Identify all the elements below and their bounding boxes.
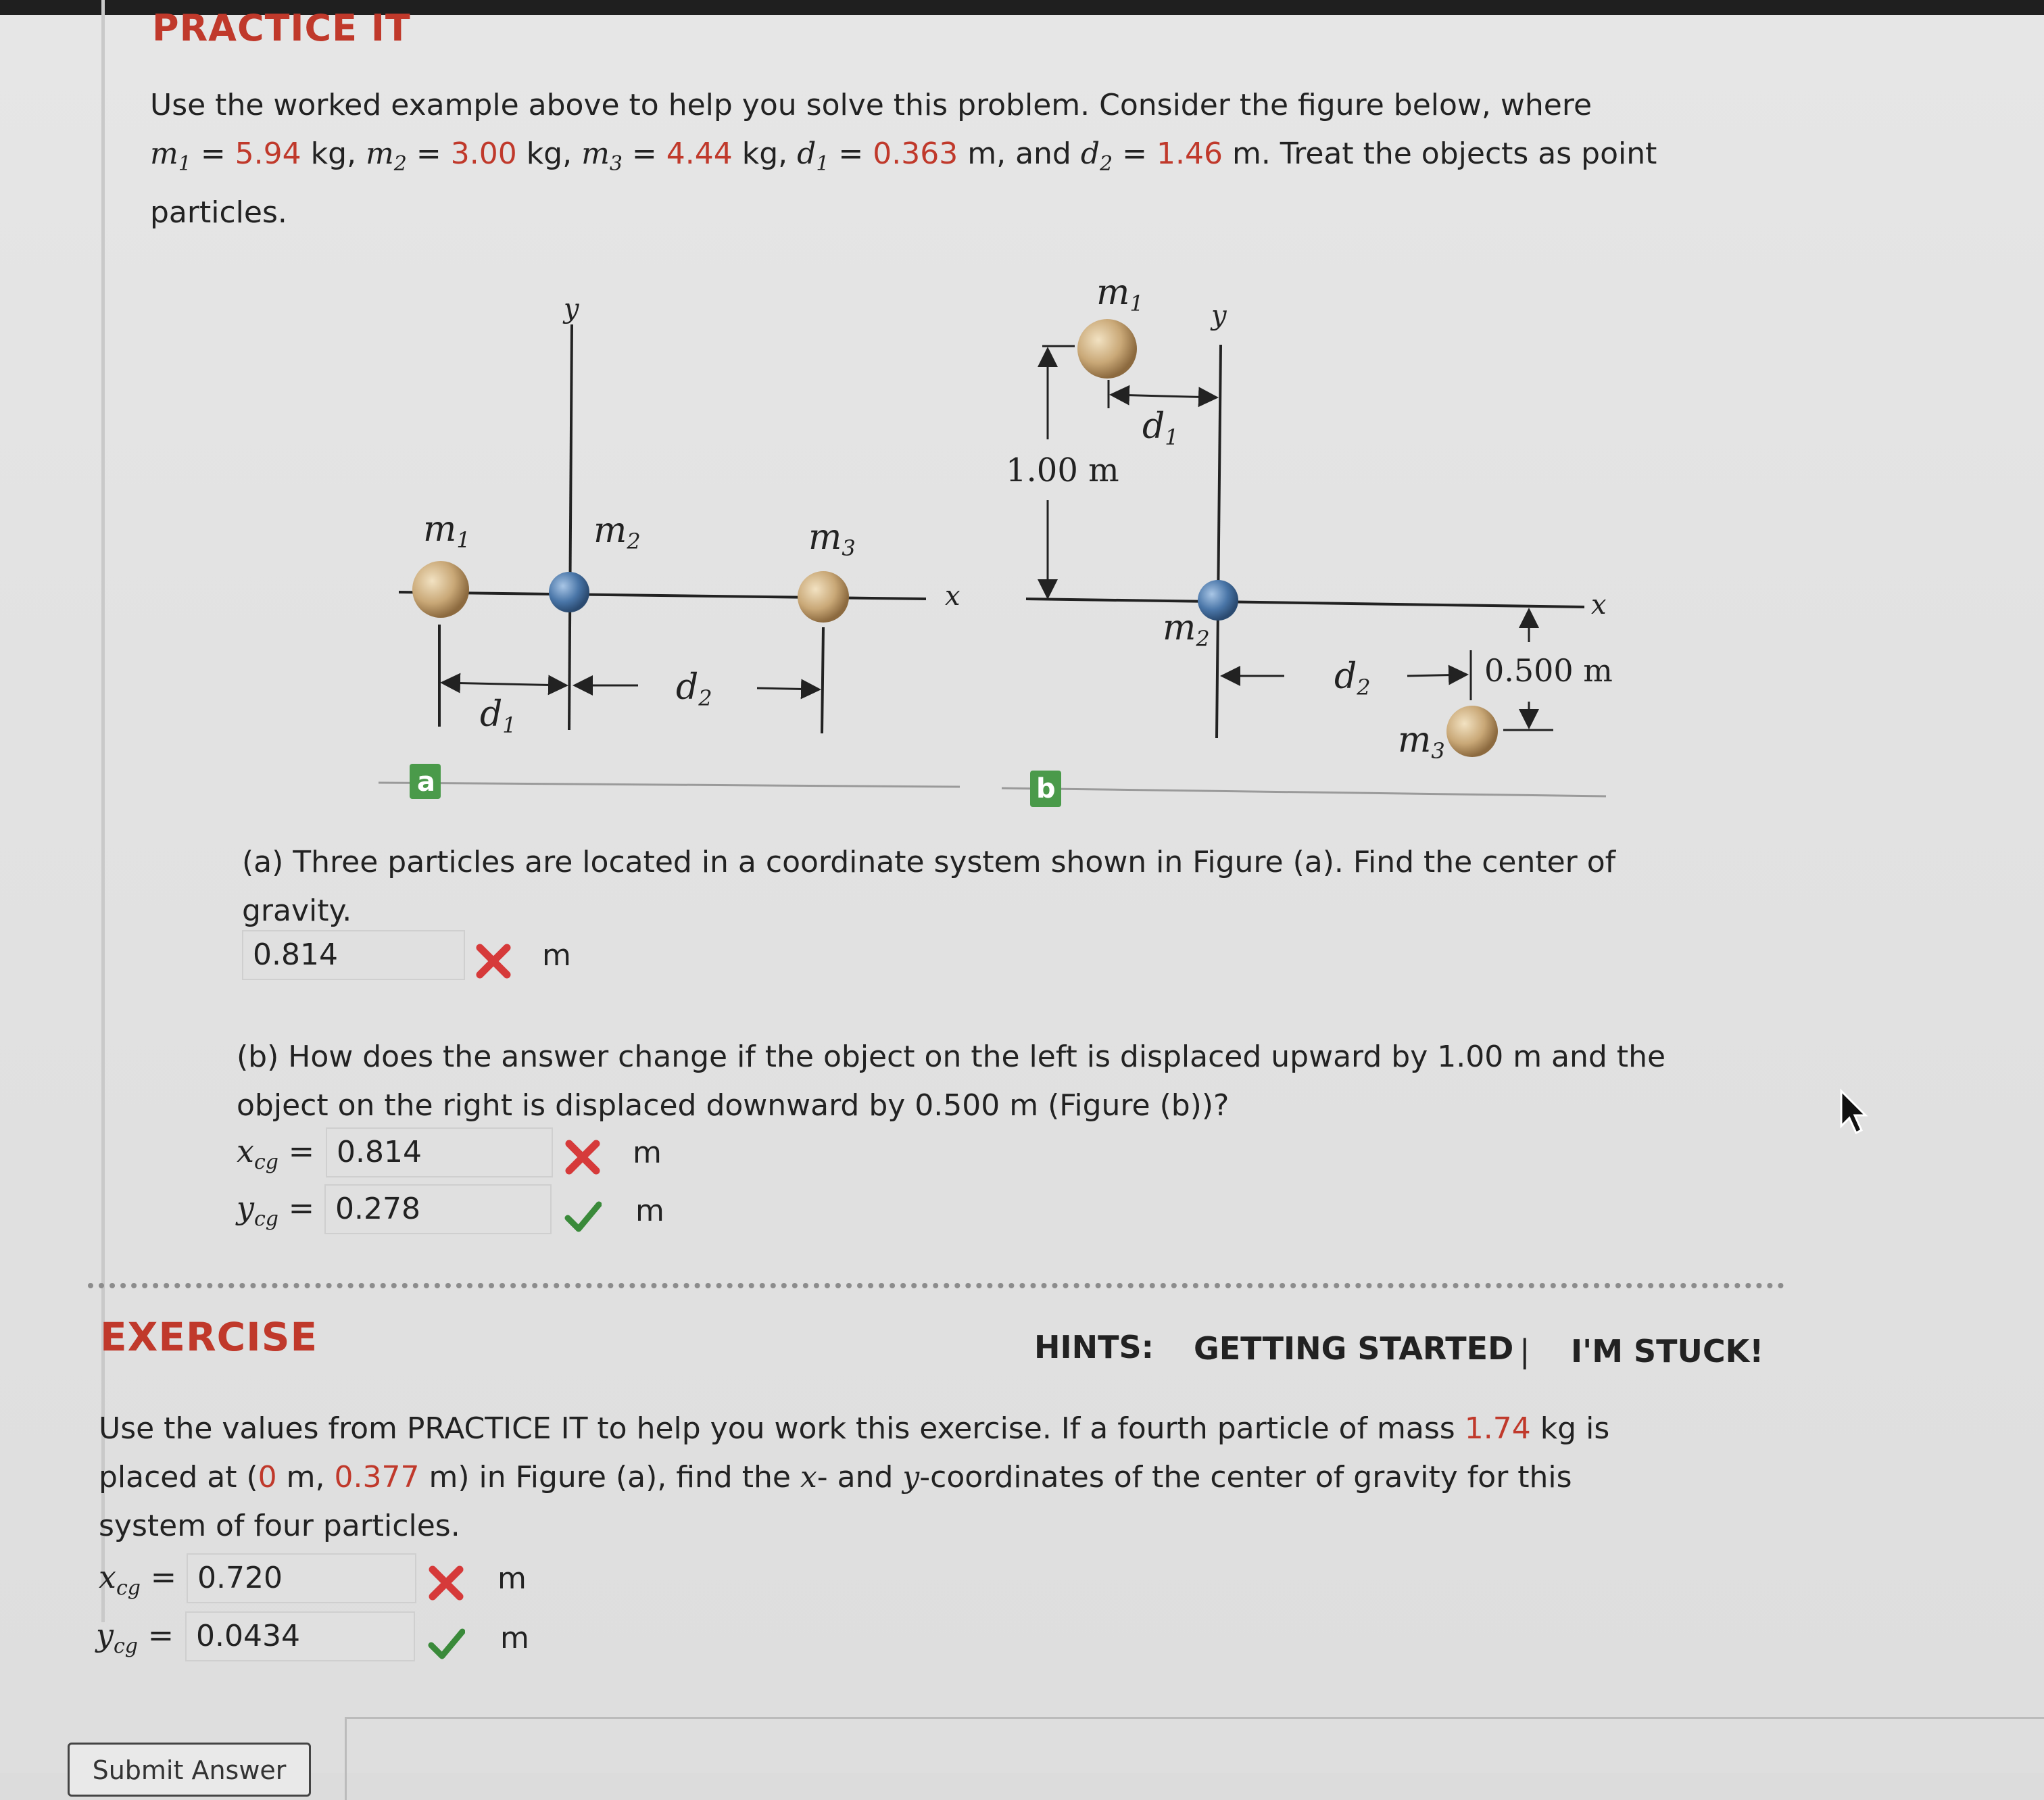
fig-a-m3-label: m3 — [808, 517, 856, 561]
pos-x-value: 0 — [258, 1460, 277, 1494]
intro-line-2: $m_1 = 5.94$ kg, $m_2 = 3.00$ kg, $m_3 = 4.44$ kg, $d_1 = 0.363$ m, and $d_2 = 1.46$ m. Treat the objects as point — [150, 137, 1657, 176]
figure-center-of-gravity — [0, 0, 2044, 865]
fig-b-tag: b — [1036, 773, 1056, 804]
exercise-ycg-input[interactable]: 0.0434 — [185, 1611, 415, 1661]
exercise-line-3: system of four particles. — [99, 1509, 460, 1543]
hint-getting-started-link[interactable]: GETTING STARTED — [1194, 1330, 1514, 1367]
fig-b-m2-ball — [1198, 580, 1238, 621]
intro-line-3: particles. — [150, 195, 287, 230]
d1-value: 0.363 — [873, 137, 958, 171]
part-a-line-1: (a) Three particles are located in a coordinate system shown in Figure (a). Find the center of — [242, 845, 1616, 879]
fig-b-d1-arrow — [1111, 395, 1217, 397]
figure-a — [379, 293, 960, 799]
fig-b-d1-label: d1 — [1142, 406, 1179, 450]
exercise-heading: EXERCISE — [100, 1314, 318, 1360]
part-a-question — [242, 838, 1810, 935]
m2-value: 3.00 — [450, 137, 517, 171]
fig-b-dist-up-label: 1.00 m — [1006, 452, 1119, 489]
part-a-incorrect-icon — [474, 942, 512, 980]
fig-b-baseline — [1002, 788, 1606, 796]
fig-b-m2-label: m2 — [1163, 608, 1210, 652]
exercise-xcg-incorrect-icon — [427, 1564, 465, 1602]
part-b-xcg-input[interactable]: 0.814 — [326, 1127, 553, 1177]
part-b-ycg-input[interactable]: 0.278 — [324, 1184, 552, 1234]
part-a-line-2: gravity. — [242, 894, 352, 928]
fig-b-axis-y-label: y — [1211, 300, 1227, 331]
part-b-xcg-unit: m — [633, 1136, 662, 1170]
d2-value: 1.46 — [1156, 137, 1223, 171]
practice-it-heading: PRACTICE IT — [152, 7, 411, 49]
mass-value: 1.74 — [1464, 1411, 1531, 1446]
part-b-line-1: (b) How does the answer change if the object on the left is displaced upward by 1.00 m and the — [237, 1040, 1666, 1074]
fig-a-d2-label: d2 — [676, 667, 712, 711]
part-b-xcg-label: $x_{cg}$ = — [237, 1133, 315, 1175]
part-a-answer-input[interactable]: 0.814 — [242, 930, 465, 980]
part-b-ycg-unit: m — [635, 1194, 664, 1228]
fig-a-d2-arrow-right — [757, 688, 819, 689]
fig-b-m1-ball — [1077, 319, 1137, 379]
var-m1: $m_1$ — [150, 137, 191, 176]
fig-a-m1-label: m1 — [423, 509, 470, 553]
fig-a-baseline — [379, 783, 960, 787]
fig-b-dist-down-label: 0.500 m — [1484, 652, 1613, 689]
fig-a-y-axis — [569, 324, 572, 730]
figure-b — [1002, 272, 1613, 807]
var-m2: $m_2$ — [366, 137, 407, 176]
fig-b-m1-label: m1 — [1096, 272, 1144, 316]
fig-a-m2-label: m2 — [593, 510, 641, 554]
exercise-line-2: placed at (0 m, 0.377 m) in Figure (a), find the x- and y-coordinates of the center of gravity for this — [99, 1460, 1572, 1494]
exercise-ycg-label: $y_{cg}$ = — [96, 1617, 174, 1659]
fig-b-d2-label: d2 — [1334, 656, 1371, 700]
var-d1: $d_1$ — [797, 137, 829, 176]
part-b-question — [237, 1033, 1818, 1130]
exercise-prompt — [99, 1405, 1802, 1551]
fig-a-m2-ball — [549, 572, 589, 612]
section-divider — [88, 1283, 1784, 1288]
intro-line-1: Use the worked example above to help you solve this problem. Consider the figure below, where — [150, 88, 1592, 122]
fig-b-y-axis — [1217, 345, 1221, 738]
fig-b-x-axis — [1026, 599, 1584, 607]
hint-im-stuck-link[interactable]: I'M STUCK! — [1571, 1333, 1764, 1369]
fig-a-m3-ball — [798, 571, 849, 623]
var-m3: $m_3$ — [581, 137, 623, 176]
exercise-line-1: Use the values from PRACTICE IT to help you work this exercise. If a fourth particle of mass 1.74 kg is — [99, 1411, 1610, 1446]
part-a-unit: m — [542, 938, 571, 973]
fig-b-m3-label: m3 — [1398, 720, 1445, 764]
fig-a-tick-m3 — [822, 627, 823, 733]
part-b-xcg-incorrect-icon — [564, 1138, 602, 1176]
part-b-ycg-label: $y_{cg}$ = — [237, 1190, 315, 1232]
fig-a-tag: a — [417, 767, 435, 798]
part-b-line-2: object on the right is displaced downward by 0.500 m (Figure (b))? — [237, 1088, 1230, 1123]
footer-panel — [345, 1717, 2044, 1800]
exercise-ycg-correct-icon — [427, 1625, 465, 1663]
exercise-xcg-input[interactable]: 0.720 — [187, 1553, 416, 1603]
fig-a-m1-ball — [412, 561, 469, 618]
fig-a-axis-x-label: x — [945, 581, 960, 612]
m3-value: 4.44 — [666, 137, 733, 171]
exercise-xcg-label: $x_{cg}$ = — [99, 1559, 177, 1601]
fig-b-m3-ball — [1446, 706, 1498, 757]
hint-separator: | — [1519, 1333, 1530, 1369]
exercise-ycg-unit: m — [500, 1621, 529, 1655]
var-d2: $d_2$ — [1080, 137, 1113, 176]
fig-a-axis-y-label: y — [564, 293, 579, 324]
fig-b-axis-x-label: x — [1591, 589, 1607, 621]
fig-a-d1-label: d1 — [480, 694, 516, 738]
submit-answer-button[interactable]: Submit Answer — [68, 1743, 311, 1797]
part-b-ycg-correct-icon — [564, 1198, 602, 1236]
exercise-xcg-unit: m — [497, 1561, 527, 1596]
mouse-cursor-icon — [1839, 1088, 1872, 1142]
hints-label: HINTS: — [1034, 1329, 1154, 1365]
fig-b-d2-arrow-right — [1407, 675, 1467, 676]
m1-value: 5.94 — [235, 137, 301, 171]
pos-y-value: 0.377 — [334, 1460, 420, 1494]
fig-a-d1-arrow — [442, 683, 566, 685]
